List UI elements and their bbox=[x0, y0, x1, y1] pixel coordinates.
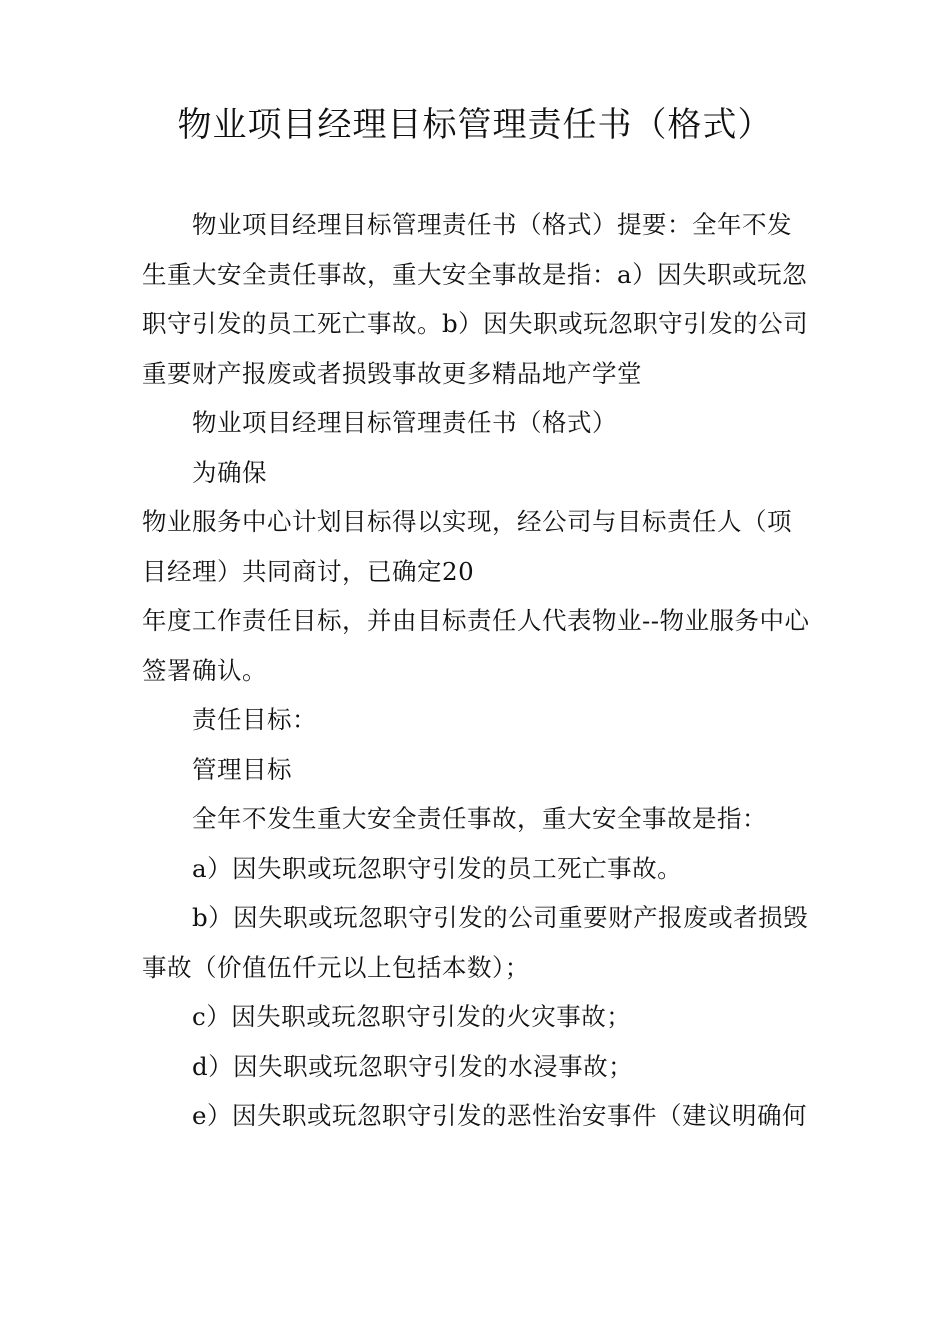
list-item-b: b）因失职或玩忽职守引发的公司重要财产报废或者损毁事故（价值伍仟元以上包括本数）； bbox=[142, 903, 809, 982]
list-item-c: c）因失职或玩忽职守引发的火灾事故； bbox=[192, 1002, 632, 1031]
paragraph-plan-goals: 物业服务中心计划目标得以实现，经公司与目标责任人（项目经理）共同商讨，已确定20 bbox=[142, 507, 792, 586]
paragraph-major-accidents: 全年不发生重大安全责任事故，重大安全事故是指： bbox=[192, 804, 767, 833]
paragraph-heading: 物业项目经理目标管理责任书（格式） bbox=[192, 408, 617, 437]
paragraph-summary: 物业项目经理目标管理责任书（格式）提要：全年不发生重大安全责任事故，重大安全事故是指：a）因失职或玩忽职守引发的员工死亡事故。b）因失职或玩忽职守引发的公司重要财产报废或者损毁事故更多精品地产学堂 bbox=[142, 210, 809, 388]
paragraph-to-ensure: 为确保 bbox=[192, 457, 267, 487]
paragraph-annual-targets: 年度工作责任目标，并由目标责任人代表物业--物业服务中心签署确认。 bbox=[142, 606, 810, 685]
list-item-e: e）因失职或玩忽职守引发的恶性治安事件（建议明确何 bbox=[192, 1101, 807, 1130]
list-item-a: a）因失职或玩忽职守引发的员工死亡事故。 bbox=[192, 853, 683, 883]
document-title: 物业项目经理目标管理责任书（格式） bbox=[177, 105, 773, 145]
list-item-d: d）因失职或玩忽职守引发的水浸事故； bbox=[192, 1051, 634, 1081]
section-management-targets: 管理目标 bbox=[192, 754, 292, 784]
document-body bbox=[142, 200, 810, 1141]
section-responsibility-targets: 责任目标： bbox=[192, 705, 317, 734]
